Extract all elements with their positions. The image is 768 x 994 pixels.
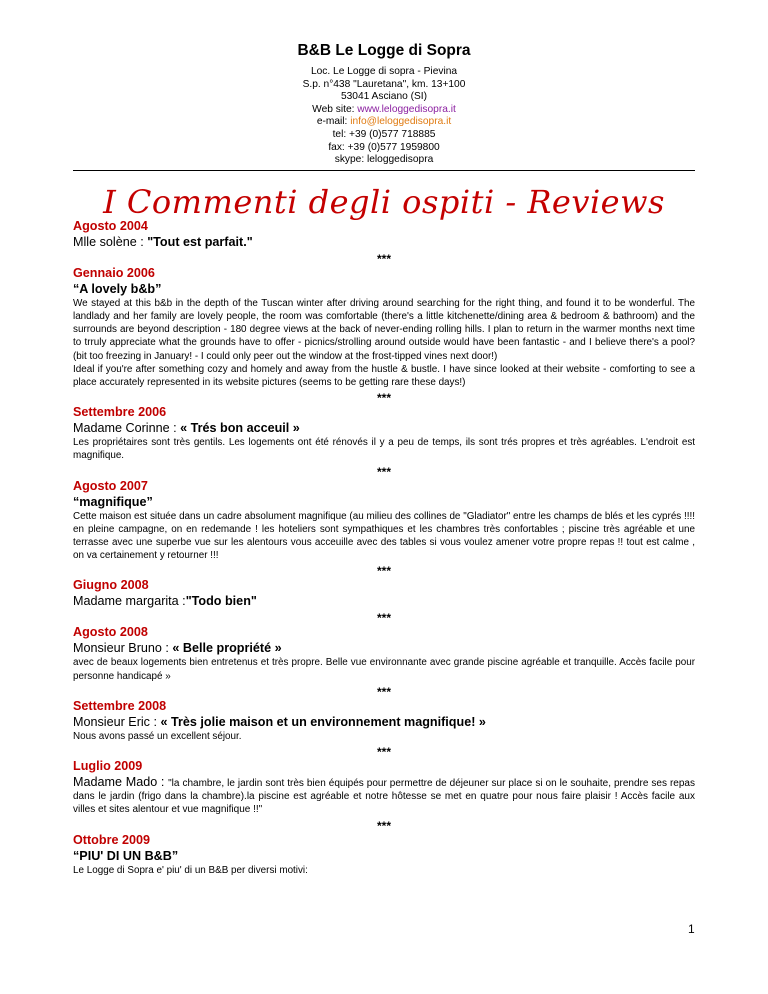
review-body: Nous avons passé un excellent séjour.	[73, 730, 242, 742]
phone-line: tel: +39 (0)577 718885	[332, 128, 436, 140]
review-date: Luglio 2009	[73, 759, 143, 773]
review-quote: « Très jolie maison et un environnement magnifique! »	[160, 714, 486, 729]
separator: ***	[376, 745, 391, 759]
review-date: Agosto 2008	[73, 625, 148, 640]
review-headline	[73, 420, 695, 436]
review-date: Settembre 2006	[73, 405, 167, 420]
review-entry	[73, 699, 695, 759]
review-date: Giugno 2008	[73, 578, 149, 593]
business-name: B&B Le Logge di Sopra	[297, 42, 471, 59]
review-date: Settembre 2008	[73, 698, 167, 713]
review-quote: "Todo bien"	[185, 594, 257, 609]
review-body: Ideal if you're after something cozy and homely and away from the hustle & bustle. I have since looked at their website - comforting to see a place accurately represented in its website pictures (seems to be getting rare these days!)	[73, 363, 695, 388]
review-quote: "Tout est parfait."	[147, 234, 253, 249]
review-body: We stayed at this b&b in the depth of the Tuscan winter after driving around searching for the right thing, and found it to be wonderful. The landlady and her family are lovely people, the room was comfortable (there's a little kitchenette/dining area & bedroom & bathroom) and the surrounds are beyond description - 180 degree views at the back of never-ending rolling hills. I plan to return in the warmer months next time to trruly appreciate what the grounds have to offer - picnics/strolling around outside would have been fantastic - and I believe there's a pool? (bit too freezing in January! - I could only peer out the window at the frost-tipped vines next door!)	[73, 297, 695, 362]
review-headline	[73, 640, 695, 656]
review-body: Les propriétaires sont très gentils. Les logements ont été rénovés il y a peu de temps, ils sont trés propres et très agréables. L'endroit est magnifique.	[73, 437, 695, 462]
email-label: e-mail:	[316, 116, 351, 128]
review-date: Agosto 2004	[73, 218, 148, 233]
review-date: Agosto 2007	[73, 478, 148, 493]
address-line-1: Loc. Le Logge di sopra - Pievina	[310, 66, 458, 77]
review-author: Monsieur Bruno :	[73, 641, 173, 656]
review-body	[73, 774, 695, 817]
review-headline	[73, 494, 695, 510]
review-author: Madame Corinne :	[73, 421, 181, 436]
review-quote: « Trés bon acceuil »	[180, 421, 300, 436]
review-headline	[73, 848, 695, 864]
separator: ***	[376, 564, 391, 579]
fax-line: fax: +39 (0)577 1959800	[328, 141, 440, 153]
header-divider	[73, 170, 695, 171]
website-link[interactable]: www.leloggedisopra.it	[357, 103, 456, 115]
review-author: Mlle solène :	[73, 234, 148, 249]
review-date: Gennaio 2006	[73, 265, 155, 280]
letterhead	[73, 42, 695, 167]
review-entry	[73, 479, 695, 579]
review-headline	[73, 593, 695, 609]
separator: ***	[376, 611, 391, 626]
review-quote: « Belle propriété »	[172, 641, 282, 656]
separator: ***	[376, 818, 391, 833]
review-headline	[73, 234, 695, 250]
reviews-heading: I Commenti degli ospiti - Reviews	[103, 182, 665, 221]
review-entry	[73, 219, 695, 266]
email-line	[73, 116, 695, 129]
separator: ***	[376, 391, 391, 406]
review-entry	[73, 759, 695, 833]
website-label: Web site:	[312, 103, 358, 115]
document-page	[73, 38, 695, 877]
review-quote: “A lovely b&b”	[73, 281, 162, 296]
review-author: Madame Mado :	[73, 775, 169, 789]
email-link[interactable]: info@leloggedisopra.it	[350, 116, 452, 128]
separator: ***	[376, 684, 391, 699]
review-body: avec de beaux logements bien entretenus et très propre. Belle vue environnante avec grande piscine agréable et tranquille. Accès facile pour personne handicapé »	[73, 657, 695, 682]
review-author: Madame margarita :	[73, 594, 186, 609]
address-line-2: S.p. n°438 "Lauretana", km. 13+100	[302, 78, 466, 90]
page-number: 1	[688, 922, 695, 936]
review-entry	[73, 625, 695, 698]
review-headline	[73, 281, 695, 297]
skype-line: skype: leloggedisopra	[334, 154, 434, 166]
separator: ***	[376, 464, 391, 479]
review-date: Ottobre 2009	[73, 832, 150, 847]
review-entry	[73, 833, 695, 877]
review-entry	[73, 266, 695, 405]
website-line	[73, 104, 695, 117]
review-body: Le Logge di Sopra e' piu' di un B&B per diversi motivi:	[73, 864, 308, 876]
address-line-3: 53041 Asciano (SI)	[340, 91, 428, 103]
separator: ***	[376, 251, 391, 266]
review-quote: “PIU' DI UN B&B”	[73, 848, 179, 863]
review-quote: “magnifique”	[73, 494, 153, 509]
review-headline	[73, 714, 695, 730]
review-entry	[73, 578, 695, 625]
review-inline-quote: "la chambre, le jardin sont très bien équipés pour permettre de déjeuner sur place si on le souhaite, prendre ses repas dans le jardin (frigo dans la chambre).la piscine est agréable et notre hôtesse se met en quatre pour nous faire plaisir ! Accès facile aux villes et sites alentour et vue magnifique !!"	[73, 778, 695, 816]
review-author: Monsieur Eric :	[73, 714, 161, 729]
review-body: Cette maison est située dans un cadre absolument magnifique (au milieu des collines de "Gladiator" entre les champs de blés et les cyprés !!!! en pleine campagne, on en redemande ! les hoteliers sont sympathiques et les chambres très confortables ; piscine très agréable et une terrasse avec une superbe vue sur les alentours vous acceuille avec des tables si vous voulez amener votre propre repas !! tout est calme , on va certainement y retourner !!!	[73, 510, 695, 562]
review-entry	[73, 405, 695, 478]
